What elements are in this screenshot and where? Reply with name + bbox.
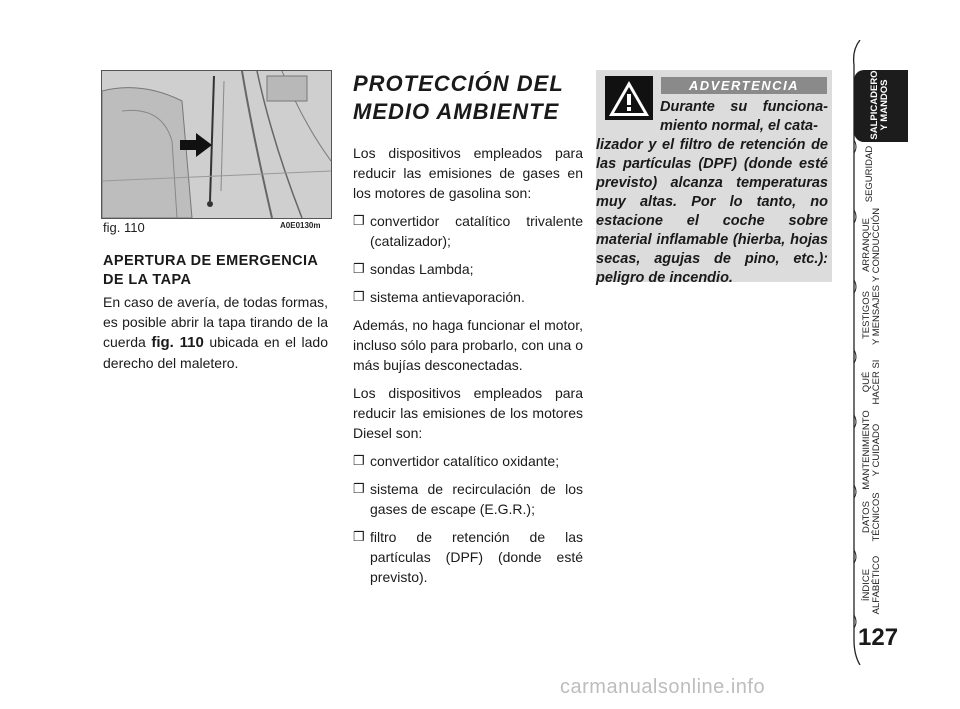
list-item-text: sistema antievaporación. [370, 289, 525, 305]
tab-label: DATOS TÉCNICOS [861, 492, 882, 542]
tab-datos[interactable] [832, 492, 912, 542]
arrow-right-icon [180, 133, 212, 157]
para-text: En caso de avería, de todas formas, es posible abrir la tapa tirando de la cuerda [103, 294, 328, 350]
list-item-text: convertidor catalítico oxidante; [370, 453, 560, 469]
emergency-paragraph [103, 292, 328, 373]
tab-label: ÍNDICE ALFABÉTICO [861, 555, 882, 615]
list-item-text: sondas Lambda; [370, 261, 474, 277]
checkbox-bullet-icon: ❒ [353, 261, 365, 276]
title-line-2: MEDIO AMBIENTE [353, 99, 560, 124]
list-item [353, 451, 583, 471]
figure-reference: fig. 110 [151, 334, 204, 351]
diesel-intro: Los dispositivos empleados para reducir las emisiones de los motores Diesel son: [353, 385, 583, 441]
checkbox-bullet-icon: ❒ [353, 481, 365, 496]
list-item [353, 259, 583, 279]
tab-label: MANTENIMIENTO Y CUIDADO [861, 410, 882, 490]
warning-first-lines: Durante su funciona-miento normal, el cata- [660, 99, 828, 134]
section-heading-emergency [103, 252, 328, 290]
tab-que-hacer[interactable] [832, 359, 912, 405]
warning-body: lizador y el filtro de retención de las partículas (DPF) (donde esté previsto) alcanza temperaturas muy altas. Por lo tanto, no estacione el coche sobre material inflamable (hierba, hojas secas, agujas de pino, etc.): peligro de incendio. [596, 137, 828, 286]
tab-label: TESTIGOS Y MENSAJES [861, 285, 882, 346]
checkbox-bullet-icon: ❒ [353, 289, 365, 304]
para-text-end: ubicada en el lado derecho del maletero. [103, 334, 329, 371]
tab-label: QUÉ HACER SI [861, 359, 882, 405]
warning-label: ADVERTENCIA [661, 77, 827, 94]
page-title [353, 70, 583, 126]
figure-code: A0E0130m [280, 221, 321, 230]
watermark: carmanualsonline.info [560, 676, 766, 698]
checkbox-bullet-icon: ❒ [353, 213, 365, 228]
checkbox-bullet-icon: ❒ [353, 529, 365, 544]
page-number: 127 [858, 624, 899, 651]
environment-content [353, 143, 583, 595]
tab-label: SEGURIDAD [864, 145, 875, 203]
engine-note: Además, no haga funcionar el motor, incluso sólo para probarlo, con una o más bujías desconectadas. [353, 317, 583, 373]
figure-caption: fig. 110 [103, 220, 145, 235]
tab-label: ARRANQUE Y CONDUCCIÓN [861, 207, 882, 283]
tab-salpicadero[interactable] [840, 70, 920, 140]
list-item-text: convertidor catalítico trivalente (catalizador); [370, 213, 583, 249]
title-line-1: PROTECCIÓN DEL [353, 71, 564, 96]
tab-mantenimiento[interactable] [832, 410, 912, 490]
list-item-text: filtro de retención de las partículas (DPF) (donde esté previsto). [370, 529, 583, 585]
tab-indice[interactable] [832, 555, 912, 615]
list-item [353, 527, 583, 587]
tab-arranque[interactable] [832, 207, 912, 283]
gasoline-intro: Los dispositivos empleados para reducir las emisiones de gases en los motores de gasolina son: [353, 145, 583, 201]
warning-text [596, 98, 828, 288]
list-item [353, 479, 583, 519]
list-item-text: sistema de recirculación de los gases de escape (E.G.R.); [370, 481, 583, 517]
figure-110-image [101, 70, 332, 219]
checkbox-bullet-icon: ❒ [353, 453, 365, 468]
tab-testigos[interactable] [832, 285, 912, 346]
list-item [353, 287, 583, 307]
list-item [353, 211, 583, 251]
heading-line-2: DE LA TAPA [103, 272, 192, 288]
tab-seguridad[interactable] [830, 145, 910, 203]
tab-label: SALPICADERO Y MANDOS [869, 70, 890, 140]
trunk-illustration [102, 71, 331, 218]
heading-line-1: APERTURA DE EMERGENCIA [103, 253, 319, 269]
